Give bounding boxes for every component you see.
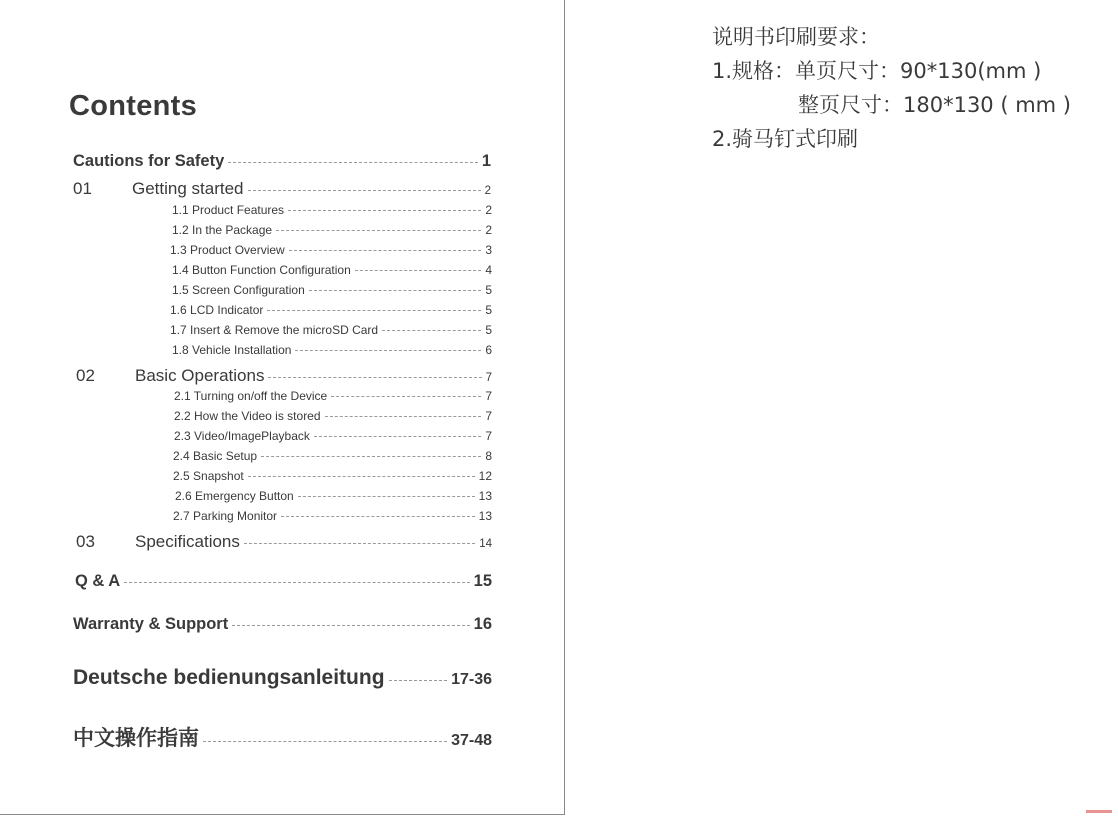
print-notes-spread-size-line: 整页尺寸：180*130 ( mm ) xyxy=(798,93,1071,117)
dotted-leader xyxy=(295,350,481,351)
dotted-leader xyxy=(261,456,481,457)
toc-item-2-4[interactable] xyxy=(173,449,492,463)
toc-entry-safety[interactable] xyxy=(73,152,491,171)
toc-page-number: 3 xyxy=(485,243,492,257)
dotted-leader xyxy=(289,250,482,251)
toc-page-number: 14 xyxy=(479,538,492,550)
dotted-leader xyxy=(248,476,475,477)
toc-item-label: 2.2 How the Video is stored xyxy=(174,409,321,423)
chapter-number: 01 xyxy=(73,179,92,198)
toc-item-2-2[interactable] xyxy=(174,409,492,423)
toc-page-number: 13 xyxy=(478,489,492,503)
dotted-leader xyxy=(325,416,482,417)
dotted-leader xyxy=(248,190,481,191)
toc-item-2-3[interactable] xyxy=(174,429,492,443)
toc-entry-label: 中文操作指南 xyxy=(73,727,199,750)
toc-page-number: 2 xyxy=(485,223,492,237)
toc-page-number: 15 xyxy=(473,572,492,590)
toc-item-label: 1.2 In the Package xyxy=(172,223,273,237)
chapter-number: 02 xyxy=(76,366,95,385)
toc-page-number: 4 xyxy=(485,263,492,277)
toc-entry-label: Cautions for Safety xyxy=(73,152,225,170)
toc-item-1-1[interactable] xyxy=(172,203,492,217)
dotted-leader xyxy=(232,625,469,626)
dotted-leader xyxy=(355,270,482,271)
toc-item-label: 2.4 Basic Setup xyxy=(173,449,258,463)
toc-item-1-2[interactable] xyxy=(172,223,492,237)
toc-page-number: 7 xyxy=(485,372,492,384)
toc-item-2-1[interactable] xyxy=(174,389,492,403)
toc-chapter-getting-started[interactable] xyxy=(132,179,491,199)
toc-item-1-7[interactable] xyxy=(170,323,492,337)
toc-chapter-specifications[interactable] xyxy=(135,532,492,552)
toc-item-1-4[interactable] xyxy=(172,263,492,277)
toc-item-label: 2.3 Video/ImagePlayback xyxy=(174,429,310,443)
toc-page-number: 37-48 xyxy=(451,732,492,749)
toc-entry-label: Deutsche bedienungsanleitung xyxy=(73,666,385,689)
toc-item-label: 1.5 Screen Configuration xyxy=(172,283,305,297)
toc-item-1-5[interactable] xyxy=(172,283,492,297)
toc-item-2-6[interactable] xyxy=(175,489,492,503)
contents-title: Contents xyxy=(69,90,198,122)
dotted-leader xyxy=(244,543,475,544)
toc-item-label: 2.6 Emergency Button xyxy=(175,489,294,503)
toc-page-number: 17-36 xyxy=(451,671,492,688)
toc-item-1-6[interactable] xyxy=(170,303,492,317)
dotted-leader xyxy=(268,377,481,378)
toc-page-number: 8 xyxy=(485,449,492,463)
toc-entry-label: Warranty & Support xyxy=(73,615,229,633)
toc-entry-warranty[interactable] xyxy=(73,615,492,634)
toc-chapter-basic-operations[interactable] xyxy=(135,366,492,386)
dotted-leader xyxy=(124,582,469,583)
toc-item-label: 2.7 Parking Monitor xyxy=(173,509,278,523)
toc-chapter-title: Getting started xyxy=(132,179,244,198)
chapter-number: 03 xyxy=(76,532,95,551)
toc-item-label: 2.5 Snapshot xyxy=(173,469,244,483)
dotted-leader xyxy=(314,436,481,437)
toc-page-number: 5 xyxy=(485,283,492,297)
toc-page-number: 7 xyxy=(485,429,492,443)
toc-item-label: 2.1 Turning on/off the Device xyxy=(174,389,328,403)
dotted-leader xyxy=(203,741,447,742)
dotted-leader xyxy=(288,210,481,211)
dotted-leader xyxy=(382,330,481,331)
toc-page-number: 6 xyxy=(485,343,492,357)
toc-item-label: 1.4 Button Function Configuration xyxy=(172,263,351,277)
toc-item-label: 1.8 Vehicle Installation xyxy=(172,343,292,357)
toc-item-2-7[interactable] xyxy=(173,509,492,523)
toc-chapter-title: Specifications xyxy=(135,532,240,551)
toc-chapter-title: Basic Operations xyxy=(135,366,265,385)
print-notes-heading: 说明书印刷要求： xyxy=(712,25,880,49)
dotted-leader xyxy=(267,310,481,311)
toc-item-label: 1.6 LCD Indicator xyxy=(170,303,264,317)
toc-item-label: 1.1 Product Features xyxy=(172,203,285,217)
toc-item-2-5[interactable] xyxy=(173,469,492,483)
toc-page-number: 7 xyxy=(485,409,492,423)
toc-item-label: 1.7 Insert & Remove the microSD Card xyxy=(170,323,379,337)
dotted-leader xyxy=(276,230,481,231)
dotted-leader xyxy=(228,162,478,163)
toc-page-number: 12 xyxy=(478,469,492,483)
toc-page-number: 2 xyxy=(485,203,492,217)
dotted-leader xyxy=(281,516,475,517)
toc-page-number: 5 xyxy=(485,303,492,317)
toc-entry-chinese[interactable] xyxy=(73,722,492,752)
toc-entry-label: Q & A xyxy=(75,572,121,590)
toc-page-number: 16 xyxy=(473,615,492,633)
toc-entry-qa[interactable] xyxy=(75,572,492,591)
toc-page-number: 7 xyxy=(485,389,492,403)
toc-item-1-3[interactable] xyxy=(170,243,492,257)
toc-page-number: 1 xyxy=(481,152,491,170)
print-requirements xyxy=(712,20,1071,156)
toc-page-number: 5 xyxy=(485,323,492,337)
toc-item-label: 1.3 Product Overview xyxy=(170,243,285,257)
crop-mark xyxy=(1086,810,1112,813)
toc-entry-german[interactable] xyxy=(73,666,492,690)
print-notes-size-line: 1.规格：单页尺寸：90*130(mm ) xyxy=(712,59,1042,83)
dotted-leader xyxy=(331,396,481,397)
dotted-leader xyxy=(389,680,448,681)
toc-page-number: 2 xyxy=(484,185,491,197)
print-notes-binding-line: 2.骑马钉式印刷 xyxy=(712,127,859,151)
toc-item-1-8[interactable] xyxy=(172,343,492,357)
dotted-leader xyxy=(298,496,475,497)
toc-page-number: 13 xyxy=(478,509,492,523)
dotted-leader xyxy=(309,290,482,291)
